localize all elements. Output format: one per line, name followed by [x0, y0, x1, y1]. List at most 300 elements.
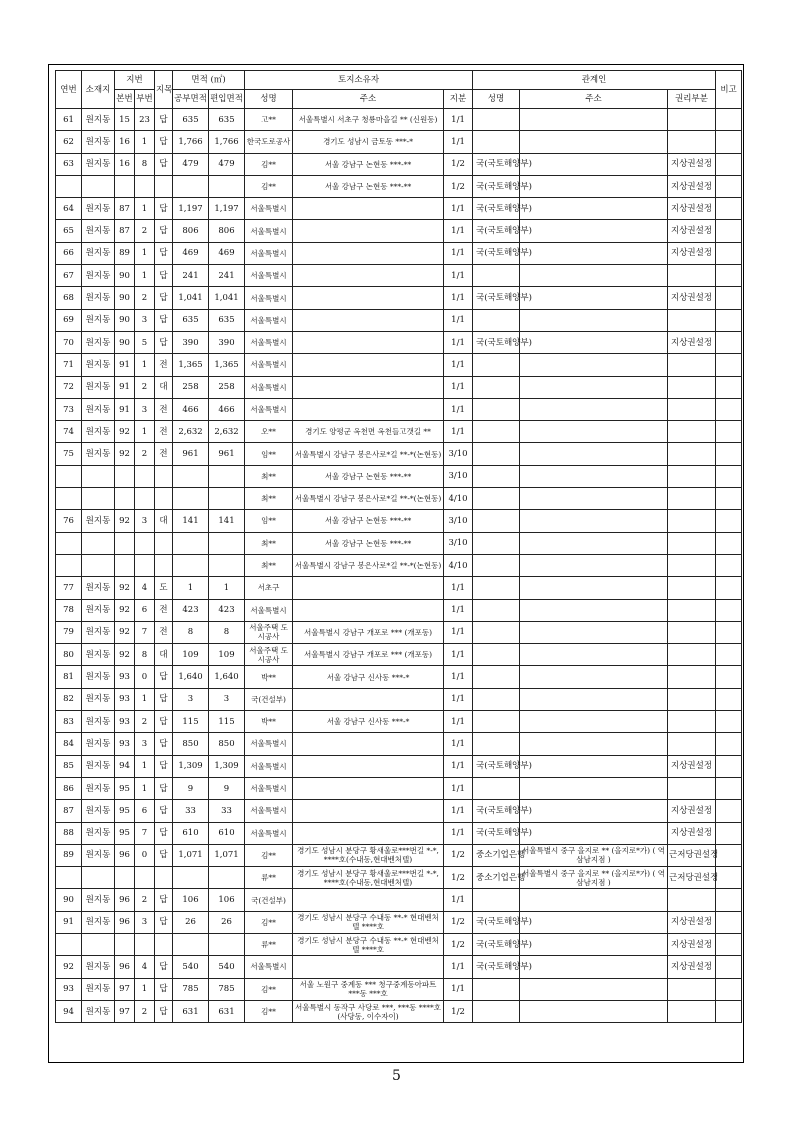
cell-rh-name [473, 109, 520, 131]
cell-incorp-area [209, 175, 245, 197]
cell-remark [716, 933, 742, 955]
header-no: 연번 [56, 71, 82, 109]
cell-no: 70 [56, 331, 82, 353]
table-row [56, 755, 742, 777]
cell-owner-name: 김** [245, 1000, 293, 1022]
table-row [56, 666, 742, 688]
cell-rh-address [520, 644, 668, 666]
cell-public-area: 1,640 [173, 666, 209, 688]
cell-share: 1/1 [444, 309, 473, 331]
cell-owner-name: 임** [245, 510, 293, 532]
cell-rh-part [668, 554, 716, 576]
cell-no: 92 [56, 956, 82, 978]
cell-remark [716, 265, 742, 287]
cell-category: 답 [155, 287, 173, 309]
cell-sub-no: 2 [135, 443, 155, 465]
cell-no: 76 [56, 510, 82, 532]
cell-public-area: 1,197 [173, 198, 209, 220]
cell-location [82, 554, 115, 576]
cell-incorp-area: 850 [209, 733, 245, 755]
cell-owner-name: 최** [245, 465, 293, 487]
cell-main-no: 94 [115, 755, 135, 777]
cell-main-no: 90 [115, 331, 135, 353]
cell-rh-address [520, 331, 668, 353]
cell-no: 64 [56, 198, 82, 220]
cell-remark [716, 242, 742, 264]
cell-remark [716, 354, 742, 376]
cell-main-no: 92 [115, 443, 135, 465]
cell-no: 87 [56, 800, 82, 822]
cell-rh-address [520, 889, 668, 911]
cell-location: 원지동 [82, 354, 115, 376]
header-rh-address: 주소 [520, 90, 668, 109]
cell-main-no [115, 933, 135, 955]
cell-location: 원지동 [82, 711, 115, 733]
cell-owner-name: 최** [245, 488, 293, 510]
cell-category: 답 [155, 109, 173, 131]
cell-no: 73 [56, 398, 82, 420]
cell-location: 원지동 [82, 421, 115, 443]
cell-rh-part [668, 465, 716, 487]
cell-location: 원지동 [82, 398, 115, 420]
cell-location: 원지동 [82, 911, 115, 933]
cell-owner-name: 서울특별시 [245, 287, 293, 309]
table-row [56, 488, 742, 510]
cell-main-no: 90 [115, 287, 135, 309]
cell-rh-part: 지상권설정 [668, 331, 716, 353]
cell-rh-part: 지상권설정 [668, 220, 716, 242]
cell-remark [716, 666, 742, 688]
cell-owner-address [293, 889, 444, 911]
cell-public-area: 8 [173, 621, 209, 643]
cell-rh-name [473, 465, 520, 487]
cell-public-area [173, 488, 209, 510]
cell-owner-name: 서울특별시 [245, 733, 293, 755]
cell-share: 1/1 [444, 131, 473, 153]
cell-category [155, 554, 173, 576]
cell-owner-name: 서울특별시 [245, 354, 293, 376]
cell-remark [716, 220, 742, 242]
cell-share: 1/1 [444, 644, 473, 666]
cell-location: 원지동 [82, 956, 115, 978]
cell-main-no: 95 [115, 800, 135, 822]
table-row [56, 309, 742, 331]
cell-owner-address: 서울특별시 서초구 청룡마을길 ** (신원동) [293, 109, 444, 131]
table-row [56, 844, 742, 866]
header-sub-no: 부번 [135, 90, 155, 109]
cell-no: 66 [56, 242, 82, 264]
cell-main-no: 96 [115, 956, 135, 978]
cell-owner-address: 서울 강남구 논현동 ***-** [293, 175, 444, 197]
cell-sub-no: 4 [135, 577, 155, 599]
cell-share: 1/1 [444, 287, 473, 309]
cell-location: 원지동 [82, 1000, 115, 1022]
cell-incorp-area: 106 [209, 889, 245, 911]
cell-remark [716, 599, 742, 621]
cell-main-no [115, 175, 135, 197]
cell-sub-no: 2 [135, 889, 155, 911]
cell-incorp-area [209, 488, 245, 510]
header-owner: 토지소유자 [245, 71, 473, 90]
table-row [56, 354, 742, 376]
cell-sub-no [135, 488, 155, 510]
cell-owner-name: 서울특별시 [245, 777, 293, 799]
cell-sub-no [135, 554, 155, 576]
cell-rh-address [520, 688, 668, 710]
cell-owner-address [293, 822, 444, 844]
cell-no: 62 [56, 131, 82, 153]
header-category: 지목 [155, 71, 173, 109]
table-row [56, 911, 742, 933]
cell-remark [716, 532, 742, 554]
table-row [56, 577, 742, 599]
cell-share: 1/1 [444, 577, 473, 599]
cell-main-no [115, 867, 135, 889]
cell-remark [716, 175, 742, 197]
cell-category: 답 [155, 755, 173, 777]
cell-category: 답 [155, 844, 173, 866]
cell-public-area: 806 [173, 220, 209, 242]
cell-rh-address [520, 933, 668, 955]
cell-sub-no: 7 [135, 621, 155, 643]
cell-public-area: 9 [173, 777, 209, 799]
cell-location [82, 488, 115, 510]
table-row [56, 532, 742, 554]
cell-main-no: 95 [115, 822, 135, 844]
cell-owner-address [293, 599, 444, 621]
cell-category: 전 [155, 398, 173, 420]
cell-rh-name [473, 621, 520, 643]
cell-rh-address [520, 465, 668, 487]
cell-no: 69 [56, 309, 82, 331]
cell-incorp-area: 635 [209, 109, 245, 131]
table-row [56, 1000, 742, 1022]
cell-main-no: 90 [115, 309, 135, 331]
cell-location: 원지동 [82, 220, 115, 242]
cell-owner-name: 서울특별시 [245, 956, 293, 978]
cell-share: 1/1 [444, 822, 473, 844]
cell-rh-name [473, 443, 520, 465]
table-row [56, 220, 742, 242]
cell-owner-name: 서울특별시 [245, 220, 293, 242]
cell-owner-name: 김** [245, 911, 293, 933]
cell-no: 74 [56, 421, 82, 443]
cell-location: 원지동 [82, 666, 115, 688]
cell-remark [716, 867, 742, 889]
cell-no: 91 [56, 911, 82, 933]
cell-rh-address [520, 398, 668, 420]
cell-main-no: 87 [115, 220, 135, 242]
cell-share: 1/1 [444, 956, 473, 978]
cell-rh-part [668, 599, 716, 621]
cell-category [155, 175, 173, 197]
cell-incorp-area: 1,640 [209, 666, 245, 688]
cell-no: 85 [56, 755, 82, 777]
cell-incorp-area: 3 [209, 688, 245, 710]
cell-no [56, 488, 82, 510]
table-row [56, 933, 742, 955]
cell-location: 원지동 [82, 309, 115, 331]
cell-owner-name: 한국도로공사 [245, 131, 293, 153]
cell-sub-no: 1 [135, 688, 155, 710]
cell-owner-name: 김** [245, 153, 293, 175]
cell-rh-name [473, 532, 520, 554]
cell-location: 원지동 [82, 287, 115, 309]
cell-rh-address [520, 777, 668, 799]
cell-rh-address [520, 309, 668, 331]
cell-owner-address [293, 331, 444, 353]
cell-remark [716, 331, 742, 353]
cell-sub-no: 6 [135, 599, 155, 621]
cell-incorp-area: 1,197 [209, 198, 245, 220]
cell-public-area [173, 933, 209, 955]
cell-rh-part [668, 398, 716, 420]
cell-category: 답 [155, 220, 173, 242]
cell-public-area: 390 [173, 331, 209, 353]
table-row [56, 443, 742, 465]
cell-share: 1/2 [444, 175, 473, 197]
cell-category [155, 933, 173, 955]
page-number: 5 [392, 1068, 401, 1084]
table-row [56, 711, 742, 733]
cell-sub-no: 1 [135, 978, 155, 1000]
cell-sub-no: 3 [135, 309, 155, 331]
cell-main-no: 93 [115, 688, 135, 710]
cell-rh-address [520, 532, 668, 554]
cell-remark [716, 844, 742, 866]
cell-public-area: 1,071 [173, 844, 209, 866]
cell-owner-name: 서울주택 도시공사 [245, 644, 293, 666]
table-row [56, 421, 742, 443]
cell-incorp-area: 479 [209, 153, 245, 175]
cell-owner-name: 최** [245, 532, 293, 554]
cell-public-area: 3 [173, 688, 209, 710]
cell-incorp-area: 258 [209, 376, 245, 398]
cell-owner-address: 경기도 성남시 분당구 수내동 **-* 현대벤처텔 ****호 [293, 911, 444, 933]
cell-rh-part [668, 532, 716, 554]
cell-category: 전 [155, 621, 173, 643]
cell-remark [716, 198, 742, 220]
cell-location: 원지동 [82, 733, 115, 755]
cell-owner-address [293, 398, 444, 420]
cell-owner-address: 서울특별시 강남구 봉은사로*길 **-*(논현동) [293, 554, 444, 576]
cell-remark [716, 488, 742, 510]
cell-owner-address: 서울특별시 강남구 개포로 *** (개포동) [293, 621, 444, 643]
cell-incorp-area: 26 [209, 911, 245, 933]
cell-owner-name: 서울특별시 [245, 822, 293, 844]
cell-main-no: 96 [115, 911, 135, 933]
cell-sub-no: 8 [135, 644, 155, 666]
cell-public-area: 1,766 [173, 131, 209, 153]
cell-incorp-area: 115 [209, 711, 245, 733]
cell-category [155, 867, 173, 889]
cell-rh-address [520, 599, 668, 621]
cell-remark [716, 554, 742, 576]
cell-public-area [173, 554, 209, 576]
cell-no: 81 [56, 666, 82, 688]
cell-rh-part [668, 889, 716, 911]
cell-location: 원지동 [82, 153, 115, 175]
cell-sub-no: 5 [135, 331, 155, 353]
cell-public-area: 850 [173, 733, 209, 755]
cell-public-area: 1,041 [173, 287, 209, 309]
cell-rh-address [520, 109, 668, 131]
cell-rh-address [520, 554, 668, 576]
cell-main-no [115, 532, 135, 554]
cell-public-area: 26 [173, 911, 209, 933]
cell-rh-address [520, 198, 668, 220]
cell-incorp-area: 241 [209, 265, 245, 287]
cell-owner-name: 고** [245, 109, 293, 131]
cell-owner-name: 최** [245, 554, 293, 576]
cell-incorp-area: 423 [209, 599, 245, 621]
cell-public-area [173, 465, 209, 487]
cell-location [82, 532, 115, 554]
cell-location: 원지동 [82, 109, 115, 131]
cell-share: 1/1 [444, 711, 473, 733]
cell-public-area [173, 532, 209, 554]
cell-category: 대 [155, 644, 173, 666]
cell-share: 4/10 [444, 554, 473, 576]
cell-remark [716, 443, 742, 465]
cell-share: 1/2 [444, 911, 473, 933]
cell-rh-name: 국(국토해양부) [473, 800, 520, 822]
table-row [56, 398, 742, 420]
cell-rh-part: 지상권설정 [668, 175, 716, 197]
cell-share: 1/1 [444, 198, 473, 220]
cell-main-no: 96 [115, 889, 135, 911]
cell-rh-name: 국(국토해양부) [473, 822, 520, 844]
cell-rh-name [473, 488, 520, 510]
table-row [56, 265, 742, 287]
cell-rh-part: 근저당권설정 [668, 844, 716, 866]
cell-rh-name [473, 711, 520, 733]
cell-rh-name [473, 131, 520, 153]
cell-rh-part: 지상권설정 [668, 956, 716, 978]
cell-rh-name: 국(국토해양부) [473, 242, 520, 264]
cell-remark [716, 577, 742, 599]
cell-share: 1/1 [444, 688, 473, 710]
cell-category: 대 [155, 510, 173, 532]
cell-share: 1/1 [444, 109, 473, 131]
cell-rh-address [520, 242, 668, 264]
cell-incorp-area [209, 933, 245, 955]
cell-sub-no [135, 933, 155, 955]
cell-category: 대 [155, 376, 173, 398]
cell-incorp-area: 961 [209, 443, 245, 465]
cell-category: 답 [155, 331, 173, 353]
cell-rh-address [520, 175, 668, 197]
cell-remark [716, 978, 742, 1000]
cell-owner-name: 오** [245, 421, 293, 443]
cell-rh-part [668, 510, 716, 532]
cell-incorp-area [209, 867, 245, 889]
cell-incorp-area: 466 [209, 398, 245, 420]
header-location: 소재지 [82, 71, 115, 109]
cell-rh-part: 지상권설정 [668, 198, 716, 220]
cell-share: 1/1 [444, 666, 473, 688]
cell-remark [716, 822, 742, 844]
cell-main-no: 92 [115, 644, 135, 666]
document-frame [48, 64, 744, 1063]
cell-rh-address [520, 220, 668, 242]
cell-rh-address [520, 265, 668, 287]
cell-rh-part [668, 376, 716, 398]
cell-rh-address [520, 354, 668, 376]
cell-owner-address [293, 309, 444, 331]
cell-rh-part [668, 309, 716, 331]
cell-location: 원지동 [82, 265, 115, 287]
cell-rh-name [473, 599, 520, 621]
cell-remark [716, 510, 742, 532]
cell-share: 1/1 [444, 978, 473, 1000]
cell-rh-part [668, 1000, 716, 1022]
cell-remark [716, 421, 742, 443]
cell-location [82, 465, 115, 487]
cell-remark [716, 911, 742, 933]
cell-remark [716, 398, 742, 420]
cell-category: 답 [155, 889, 173, 911]
cell-owner-name: 서울특별시 [245, 198, 293, 220]
cell-remark [716, 800, 742, 822]
cell-owner-name: 류** [245, 867, 293, 889]
land-registry-table [55, 70, 742, 1023]
cell-category: 답 [155, 153, 173, 175]
table-row [56, 978, 742, 1000]
cell-sub-no: 1 [135, 354, 155, 376]
cell-sub-no: 3 [135, 510, 155, 532]
cell-main-no: 90 [115, 265, 135, 287]
cell-remark [716, 109, 742, 131]
cell-incorp-area [209, 532, 245, 554]
cell-owner-address: 서울 강남구 논현동 ***-** [293, 153, 444, 175]
table-row [56, 109, 742, 131]
table-row [56, 376, 742, 398]
cell-sub-no: 7 [135, 822, 155, 844]
cell-share: 3/10 [444, 510, 473, 532]
header-remark: 비고 [716, 71, 742, 109]
cell-rh-address [520, 131, 668, 153]
header-lot: 지번 [115, 71, 155, 90]
table-row [56, 822, 742, 844]
table-row [56, 800, 742, 822]
cell-public-area: 469 [173, 242, 209, 264]
cell-sub-no [135, 465, 155, 487]
cell-category: 답 [155, 1000, 173, 1022]
cell-remark [716, 889, 742, 911]
cell-owner-address [293, 220, 444, 242]
cell-location: 원지동 [82, 844, 115, 866]
cell-owner-name: 류** [245, 933, 293, 955]
cell-share: 1/1 [444, 242, 473, 264]
cell-main-no: 96 [115, 844, 135, 866]
cell-owner-name: 서울특별시 [245, 398, 293, 420]
cell-owner-address: 경기도 성남시 분당구 황새울로***번길 *-*, ****호(수내동,현대벤처텔) [293, 867, 444, 889]
cell-sub-no: 1 [135, 421, 155, 443]
cell-main-no: 15 [115, 109, 135, 131]
cell-category: 답 [155, 800, 173, 822]
cell-incorp-area: 1,766 [209, 131, 245, 153]
cell-main-no [115, 488, 135, 510]
cell-main-no: 91 [115, 354, 135, 376]
cell-sub-no [135, 867, 155, 889]
cell-rh-part [668, 777, 716, 799]
cell-owner-name: 서울특별시 [245, 309, 293, 331]
cell-owner-name: 김** [245, 978, 293, 1000]
cell-sub-no: 3 [135, 733, 155, 755]
table-row [56, 287, 742, 309]
cell-rh-name [473, 777, 520, 799]
